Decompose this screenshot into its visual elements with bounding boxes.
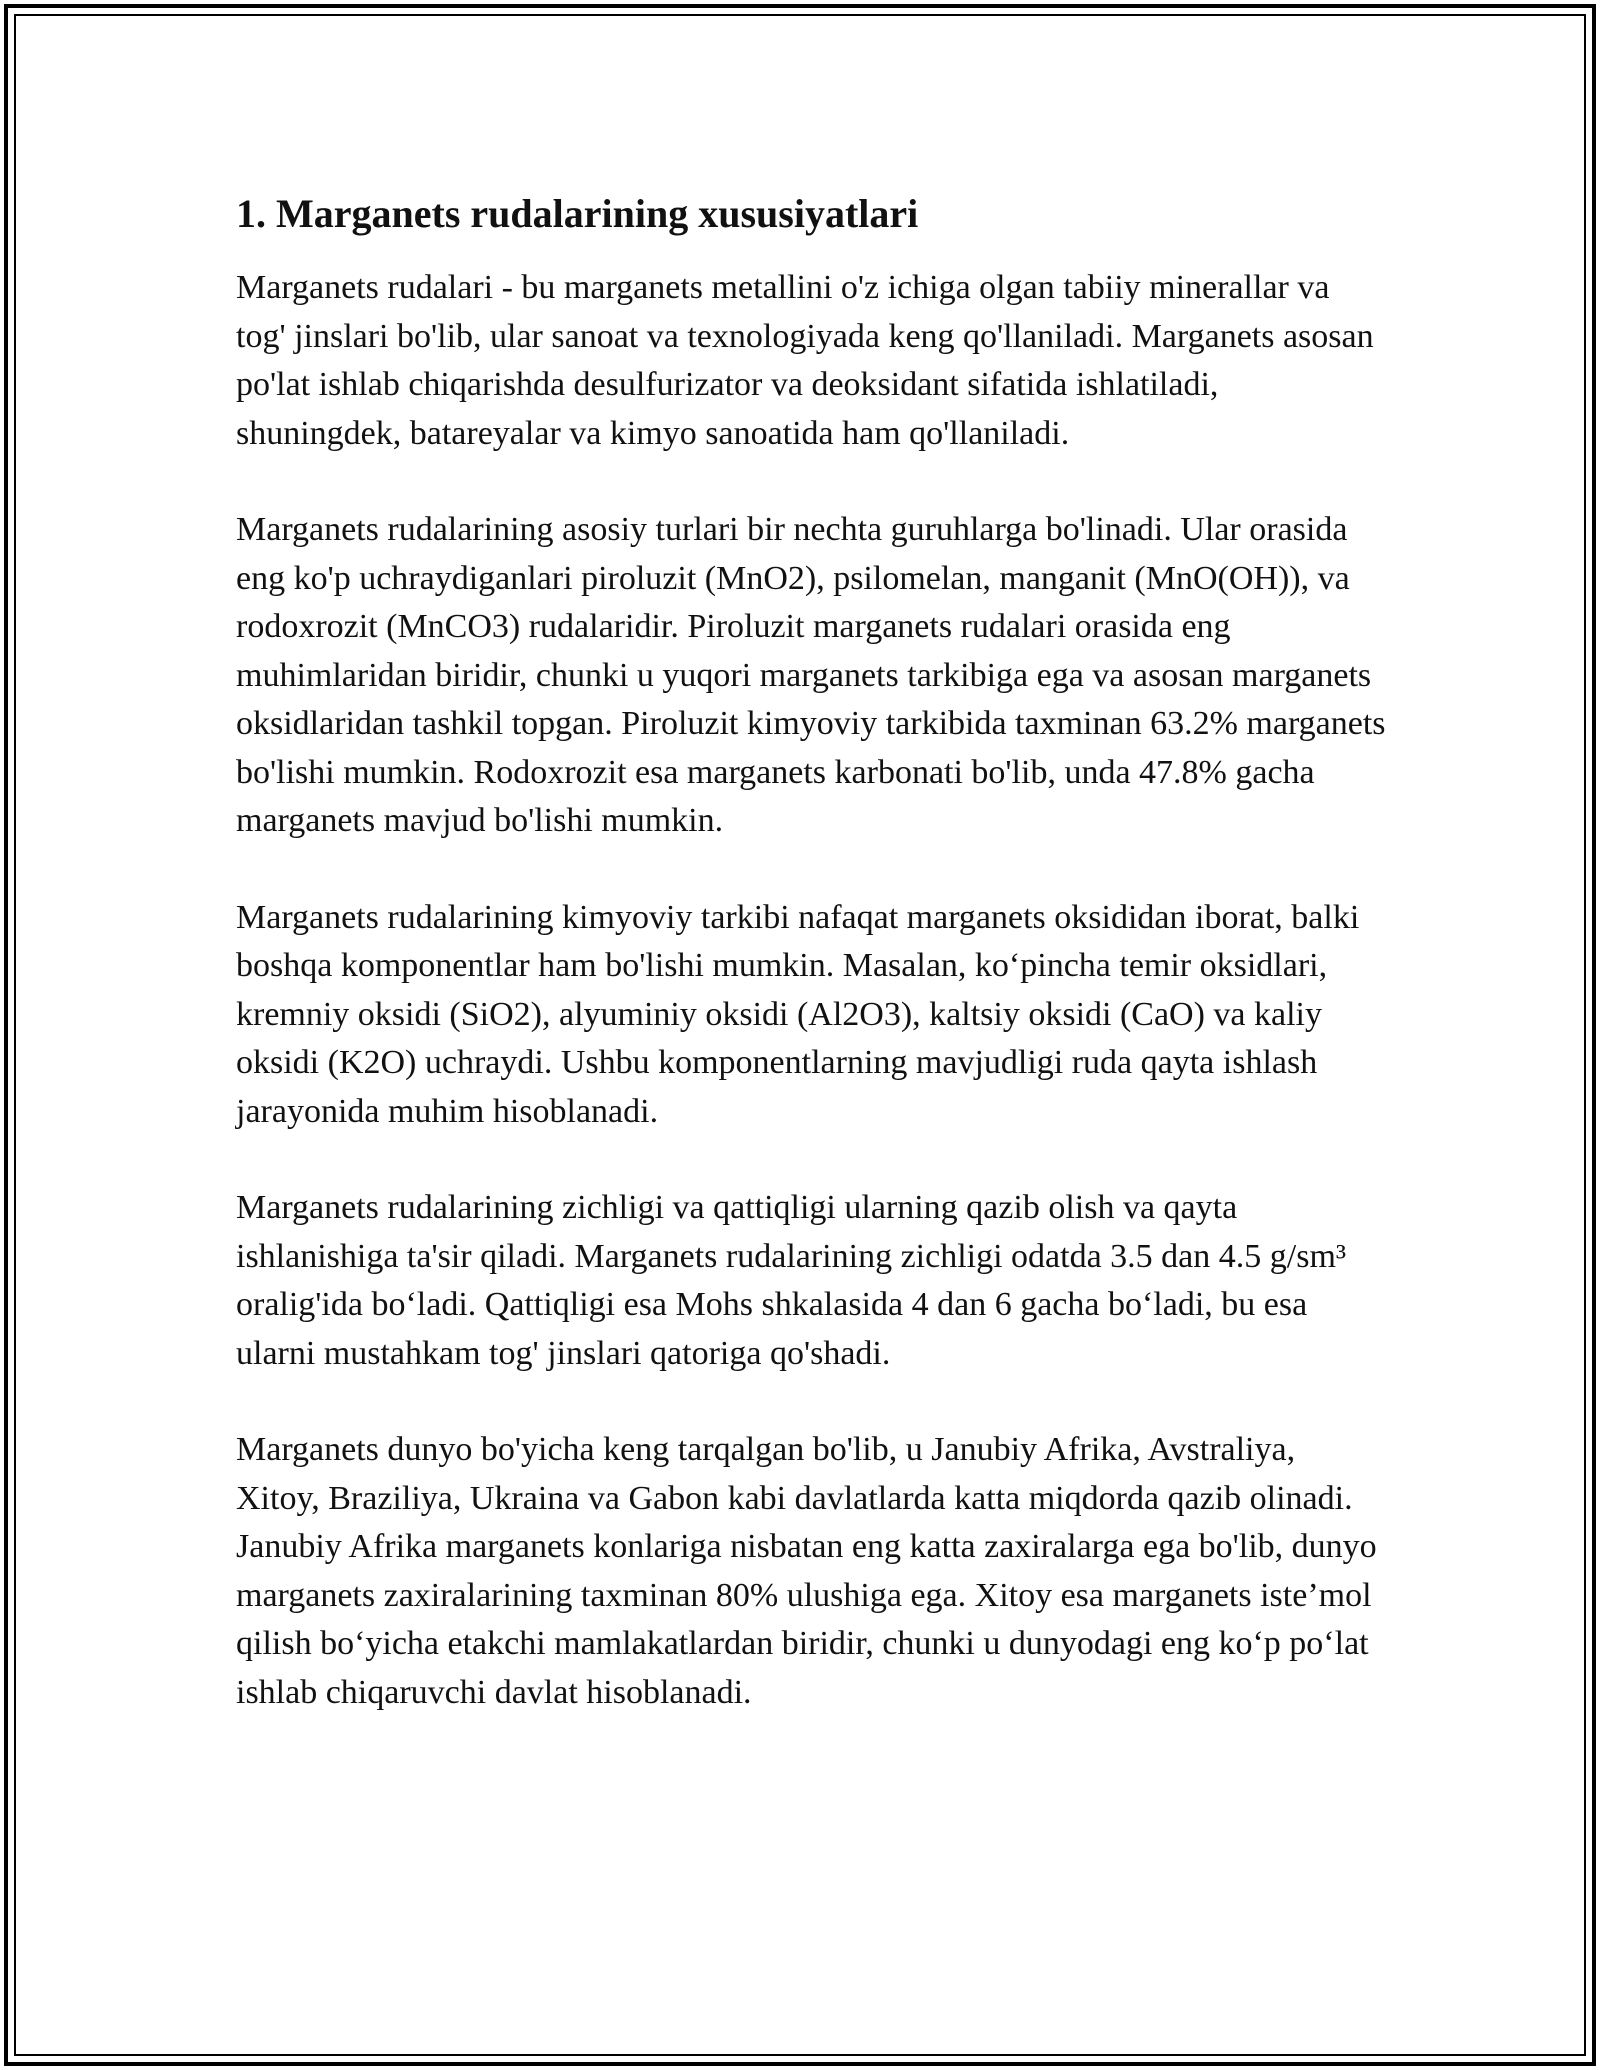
paragraph-ore-types: Marganets rudalarining asosiy turlari bir nechta guruhlarga bo'linadi. Ular orasida eng ko'p uchraydiganlari piroluzit (MnO2), psilomelan, manganit (MnO(OH)), va rodoxrozit (MnCO3) rudalaridir. Piroluzit marganets rudalari orasida eng muhimlaridan biridir, chunki u yuqori marganets tarkibiga ega va asosan marganets oksidlaridan tashkil topgan. Piroluzit kimyoviy tarkibida taxminan 63.2% marganets bo'lishi mumkin. Rodoxrozit esa marganets karbonati bo'lib, unda 47.8% gacha marganets mavjud bo'lishi mumkin. <box>236 511 1386 839</box>
paragraph-intro: Marganets rudalari - bu marganets metallini o'z ichiga olgan tabiiy minerallar va tog' jinslari bo'lib, ular sanoat va texnologiyada keng qo'llaniladi. Marganets asosan po'lat ishlab chiqarishda desulfurizator va deoksidant sifatida ishlatiladi, shuningdek, batareyalar va kimyo sanoatida ham qo'llaniladi. <box>236 269 1374 452</box>
paragraph-chemical-composition: Marganets rudalarining kimyoviy tarkibi nafaqat marganets oksididan iborat, balki boshqa komponentlar ham bo'lishi mumkin. Masalan, ko‘pincha temir oksidlari, kremniy oksidi (SiO2), alyuminiy oksidi (Al2O3), kaltsiy oksidi (CaO) va kaliy oksidi (K2O) uchraydi. Ushbu komponentlarning mavjudligi ruda qayta ishlash jarayonida muhim hisoblanadi. <box>236 898 1360 1130</box>
document-body <box>236 186 1386 1765</box>
paragraph-density-hardness: Marganets rudalarining zichligi va qattiqligi ularning qazib olish va qayta ishlanishiga ta'sir qiladi. Marganets rudalarining zichligi odatda 3.5 dan 4.5 g/sm³ oralig'ida bo‘ladi. Qattiqligi esa Mohs shkalasida 4 dan 6 gacha bo‘ladi, bu esa ularni mustahkam tog' jinslari qatoriga qo'shadi. <box>236 1189 1347 1372</box>
paragraph-world-distribution: Marganets dunyo bo'yicha keng tarqalgan bo'lib, u Janubiy Afrika, Avstraliya, Xitoy, Braziliya, Ukraina va Gabon kabi davlatlarda katta miqdorda qazib olinadi. Janubiy Afrika marganets konlariga nisbatan eng katta zaxiralarga ega bo'lib, dunyo marganets zaxiralarining taxminan 80% ulushiga ega. Xitoy esa marganets iste’mol qilish bo‘yicha etakchi mamlakatlardan biridir, chunki u dunyodagi eng ko‘p po‘lat ishlab chiqaruvchi davlat hisoblanadi. <box>236 1431 1377 1711</box>
section-heading: 1. Marganets rudalarining xususiyatlari <box>236 191 919 236</box>
